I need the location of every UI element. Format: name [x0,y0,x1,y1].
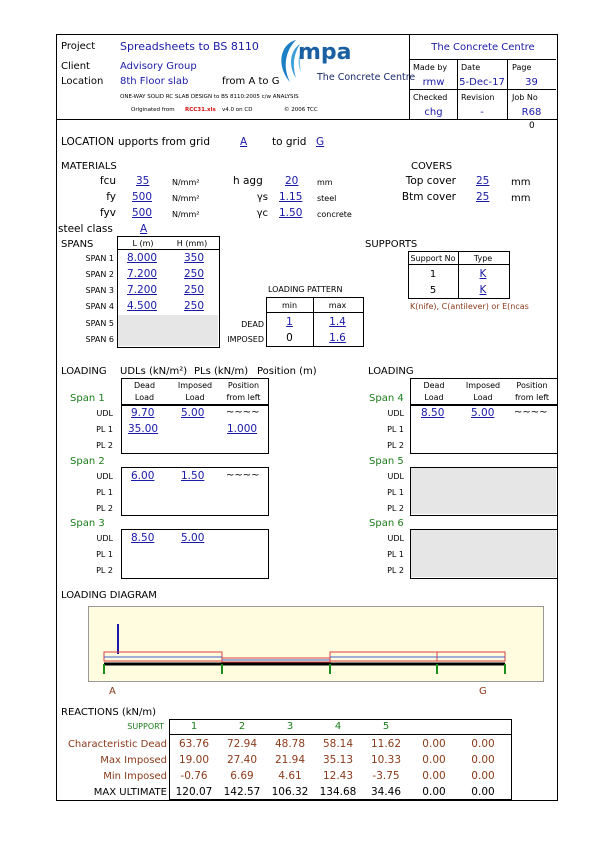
loading-pattern-title: LOADING PATTERN [268,285,343,294]
pls-header: PLs (kN/m) [194,366,249,377]
span-5-pl1-label: PL 1 [387,488,404,497]
subtitle: ONE-WAY SOLID RC SLAB DESIGN to BS 8110:2005 c/w ANALYSIS [120,94,299,100]
fy-label: fy [106,191,116,203]
gamma-s-input[interactable]: 1.15 [279,191,303,203]
fy-unit: N/mm² [172,194,200,203]
reaction-cell: 0.00 [471,770,495,782]
lp-dead-label: DEAD [241,320,264,329]
span-3-pl1-label: PL 1 [96,550,113,559]
diagram-right-grid: G [479,686,487,697]
reaction-cell: 35.13 [322,754,354,766]
btm-cover-input[interactable]: 25 [476,191,490,203]
covers-title: COVERS [411,161,453,172]
reaction-support-no: 3 [286,721,294,732]
diagram-left-grid: A [109,686,116,697]
from-to-text: from A to G [222,76,280,87]
span-1-udl-position: ~~~~ [226,407,260,418]
reaction-cell: 0.00 [471,786,495,798]
spans-col-h: H (mm) [176,239,208,248]
reaction-row-label: Characteristic Dead [67,739,167,750]
fcu-unit: N/mm² [172,178,200,187]
reactions-support-label: SUPPORT [127,722,164,731]
gamma-c-unit: concrete [317,210,352,219]
reaction-cell: 27.40 [226,754,258,766]
span-6-loading-table [410,529,558,579]
span-3-pl2-label: PL 2 [96,566,113,575]
btm-cover-unit: mm [511,193,531,204]
date-value: 5-Dec-17 [459,77,505,88]
span-2-udl-label: UDL [96,472,113,481]
span-3-depth[interactable]: 250 [184,284,205,296]
loading-title-left: LOADING [61,366,107,377]
gamma-c-label: γc [256,208,268,219]
span-4-label: SPAN 4 [85,302,114,311]
span-6-udl-label: UDL [387,534,404,543]
reaction-cell: 10.33 [370,754,402,766]
checked-label: Checked [413,93,448,102]
support-row-1-no: 1 [429,269,437,280]
span-5-udl-label: UDL [387,472,404,481]
reaction-cell: 0.00 [471,754,495,766]
fyv-input[interactable]: 500 [132,207,153,219]
span-1-label: SPAN 1 [85,254,114,263]
support-row-2-type[interactable]: K [479,284,487,296]
dead-header: Dead [133,381,156,390]
reaction-cell: 6.69 [230,770,254,782]
gamma-s-unit: steel [317,194,337,203]
position-col-header-2: from left [226,393,261,402]
reaction-row-label: MAX ULTIMATE [93,787,167,798]
org-name: The Concrete Centre [431,42,535,53]
location-supports-text: upports from grid [118,136,210,148]
btm-cover-label: Btm cover [401,191,456,203]
project-label: Project [61,41,96,52]
position-col-header-right-2: from left [514,393,550,402]
supports-col-type: Type [473,254,493,263]
span-2-udl-dead[interactable]: 6.00 [131,470,155,482]
span-2-depth[interactable]: 250 [184,268,205,280]
checked-value: chg [424,107,443,118]
span-6-label: SPAN 6 [85,335,114,344]
gamma-s-label: γs [256,192,268,203]
span-4-length[interactable]: 4.500 [127,300,158,312]
corner-value: 0 [529,121,535,131]
diagram-background [89,607,544,682]
reaction-cell: 120.07 [175,786,213,798]
location-line-label: LOCATION [61,136,115,148]
span-2-pl1-label: PL 1 [96,488,113,497]
span-2-udl-position: ~~~~ [226,470,260,481]
location-value: 8th Floor slab [120,76,189,87]
fy-input[interactable]: 500 [132,191,153,203]
from-grid-input[interactable]: A [240,136,248,148]
reaction-cell: 34.46 [370,786,402,798]
reaction-cell: 11.62 [370,738,402,750]
dead-header-right-2: Load [424,393,444,402]
span-5-label: SPAN 5 [85,319,114,328]
reaction-cell: 0.00 [422,770,446,782]
position-col-header: Position [227,381,260,390]
date-label: Date [461,63,481,72]
page-label: Page [512,63,532,72]
reaction-cell: 134.68 [319,786,357,798]
client-value: Advisory Group [120,61,197,72]
lp-dead-max[interactable]: 1.4 [329,316,346,328]
project-value: Spreadsheets to BS 8110 [120,40,259,53]
originated-prefix: Originated from [131,107,175,113]
made-by-label: Made by [413,63,448,72]
position-col-header-right: Position [516,381,548,390]
span-2-label: SPAN 2 [85,270,114,279]
span-4-pl1-label: PL 1 [387,425,404,434]
span-4-loading-label: Span 4 [369,393,404,404]
fcu-input[interactable]: 35 [136,175,150,187]
loading-diagram-title: LOADING DIAGRAM [61,590,157,601]
reaction-cell: 21.94 [274,754,306,766]
loading-title-right: LOADING [368,366,414,377]
logo-text: mpa [298,40,352,65]
reaction-cell: 0.00 [422,738,446,750]
span-6-pl2-label: PL 2 [387,566,404,575]
span-1-depth[interactable]: 350 [184,252,205,264]
lp-imposed-min: 0 [286,332,293,344]
spans-title: SPANS [61,239,94,250]
span-5-pl2-label: PL 2 [387,504,404,513]
top-cover-input[interactable]: 25 [476,175,490,187]
dead-header-2: Load [134,393,155,402]
supports-col-no: Support No [410,254,456,263]
location-label: Location [61,76,104,87]
lp-col-min: min [281,301,298,310]
materials-title: MATERIALS [61,161,117,172]
span-4-pl2-label: PL 2 [387,441,404,450]
span-1-udl-dead[interactable]: 9.70 [131,407,155,419]
reaction-row-label: Min Imposed [103,771,167,782]
span-1-pl1-label: PL 1 [96,425,113,434]
span-5-loading-label: Span 5 [369,456,404,467]
span-1-udl-label: UDL [96,409,113,418]
support-row-1-type[interactable]: K [479,268,487,280]
lp-dead-min[interactable]: 1 [286,316,293,328]
reaction-support-no: 1 [190,721,198,732]
steel-class-input[interactable]: A [140,223,148,235]
span-2-udl-imposed[interactable]: 1.50 [181,470,205,482]
lp-col-max: max [328,301,347,310]
reaction-cell: 63.76 [178,738,210,750]
client-label: Client [61,61,90,72]
span-5-loading-table [410,467,558,516]
reaction-cell: 19.00 [178,754,210,766]
reaction-support-no: 4 [334,721,342,732]
imposed-header-right-2: Load [473,393,493,402]
hagg-input[interactable]: 20 [285,175,299,187]
steel-class-label: steel class [58,223,113,235]
fyv-unit: N/mm² [172,210,200,219]
span-3-label: SPAN 3 [85,286,114,295]
span-2-pl2-label: PL 2 [96,504,113,513]
span-1-pl1-position[interactable]: 1.000 [227,423,258,435]
span-4-udl-imposed[interactable]: 5.00 [471,407,495,419]
udls-header: UDLs (kN/m²) [120,366,188,377]
reaction-cell: -0.76 [180,770,208,782]
reaction-cell: 142.57 [223,786,261,798]
span-2-length[interactable]: 7.200 [127,268,158,280]
version: v4.0 on CD [222,107,253,113]
span-1-length[interactable]: 8.000 [127,252,158,264]
span-1-pl2-label: PL 2 [96,441,113,450]
reaction-cell: 48.78 [274,738,306,750]
reaction-cell: 12.43 [322,770,354,782]
made-by-value: rmw [422,77,445,88]
to-grid-input[interactable]: G [316,136,325,148]
reaction-row-label: Max Imposed [100,755,167,766]
fyv-label: fyv [100,207,116,219]
imposed-header-2: Load [185,393,205,402]
span-6-pl1-label: PL 1 [387,550,404,559]
lp-imposed-max[interactable]: 1.6 [329,332,346,344]
loading-diagram [88,606,544,682]
span-6-loading-label: Span 6 [369,518,404,529]
imposed-header-right: Imposed [465,381,501,390]
spans-col-l: L (m) [132,239,154,248]
dead-header-right: Dead [423,381,445,390]
span-3-length[interactable]: 7.200 [127,284,158,296]
reaction-cell: 0.00 [471,738,495,750]
reactions-title: REACTIONS (kN/m) [61,707,157,718]
revision-value: - [480,107,484,118]
copyright: © 2006 TCC [284,107,318,113]
reaction-support-no: 2 [238,721,246,732]
imposed-header: Imposed [177,381,213,390]
file-name: RCC31.xls [185,107,216,113]
span-1-udl-imposed[interactable]: 5.00 [181,407,205,419]
span-1-pl1-dead[interactable]: 35.00 [128,423,159,435]
span-3-loading-label: Span 3 [70,518,105,529]
span-3-udl-dead[interactable]: 8.50 [131,532,155,544]
span-3-udl-label: UDL [96,534,113,543]
reaction-cell: 0.00 [422,786,446,798]
hagg-unit: mm [317,178,333,187]
span-4-udl-label: UDL [387,409,404,418]
span-3-udl-imposed[interactable]: 5.00 [181,532,205,544]
span-4-udl-position: ~~~~ [514,407,548,418]
span-1-loading-label: Span 1 [70,393,105,404]
position-header: Position (m) [257,366,317,377]
fcu-label: fcu [99,175,116,187]
hagg-label: h agg [233,175,263,187]
supports-title: SUPPORTS [365,239,418,250]
logo-sub: The Concrete Centre [317,72,416,83]
page-value: 39 [525,77,538,88]
reaction-cell: 0.00 [422,754,446,766]
top-cover-unit: mm [511,177,531,188]
reaction-cell: 58.14 [322,738,354,750]
reaction-cell: 4.61 [278,770,302,782]
reaction-support-no: 5 [382,721,390,732]
top-cover-label: Top cover [405,175,456,187]
to-grid-label: to grid [272,136,307,148]
supports-legend: K(nife), C(antilever) or E(ncas [410,302,529,311]
revision-label: Revision [461,93,495,102]
job-label: Job No [512,93,538,102]
reaction-cell: -3.75 [372,770,400,782]
reaction-cell: 72.94 [226,738,258,750]
span-4-udl-dead[interactable]: 8.50 [421,407,445,419]
span-2-loading-label: Span 2 [70,456,105,467]
lp-imposed-label: IMPOSED [227,335,264,344]
gamma-c-input[interactable]: 1.50 [279,207,303,219]
job-value: R68 [521,107,542,118]
support-row-2-no: 5 [429,285,437,296]
reaction-cell: 106.32 [271,786,309,798]
span-4-depth[interactable]: 250 [184,300,205,312]
